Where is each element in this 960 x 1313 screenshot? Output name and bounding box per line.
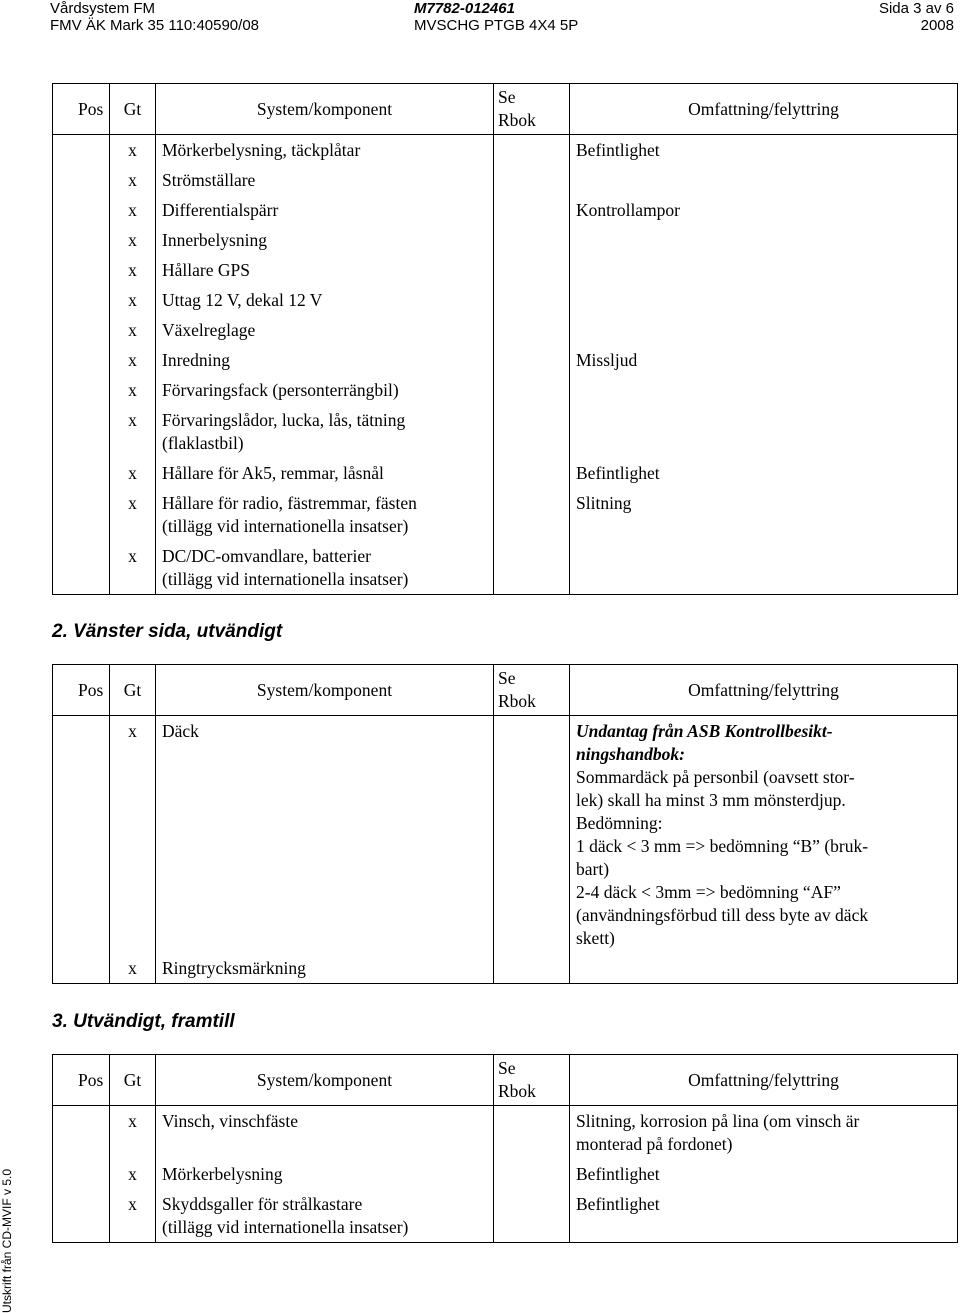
gt-cell: x [110, 1106, 156, 1160]
column-header-pos: Pos [53, 1055, 110, 1106]
system-line: Förvaringsfack (personterrängbil) [162, 380, 399, 400]
column-header-system: System/komponent [156, 665, 494, 716]
header-system-name: Vårdsystem FM [50, 0, 156, 17]
se-label: Se [498, 668, 516, 688]
pos-cell [53, 953, 110, 984]
scope-cell [570, 716, 958, 954]
pos-cell [53, 1106, 110, 1160]
header-document-number: M7782-012461 [414, 0, 515, 17]
system-line: Hållare GPS [162, 260, 250, 280]
rbok-label: Rbok [498, 1081, 536, 1101]
scope-line: Slitning [576, 493, 632, 513]
page-header [0, 0, 960, 40]
se-rbok-cell [494, 1106, 570, 1160]
table-row [53, 458, 958, 488]
se-rbok-cell [494, 135, 570, 166]
se-rbok-cell [494, 225, 570, 255]
table-row [53, 315, 958, 345]
system-line: Mörkerbelysning [162, 1164, 283, 1184]
scope-cell [570, 285, 958, 315]
system-cell [156, 458, 494, 488]
scope-line: Befintlighet [576, 463, 660, 483]
scope-line: 1 däck < 3 mm => bedömning “B” (bruk- [576, 836, 869, 856]
system-line: Mörkerbelysning, täckplåtar [162, 140, 361, 160]
column-header-system: System/komponent [156, 1055, 494, 1106]
table-row [53, 1189, 958, 1243]
table-header-row [53, 84, 958, 135]
gt-cell: x [110, 315, 156, 345]
column-header-se-rbok [494, 1055, 570, 1106]
table-row [53, 345, 958, 375]
column-header-system: System/komponent [156, 84, 494, 135]
system-line: Skyddsgaller för strålkastare [162, 1194, 363, 1214]
header-year: 2008 [920, 17, 954, 34]
se-rbok-cell [494, 1189, 570, 1243]
pos-cell [53, 165, 110, 195]
se-rbok-cell [494, 488, 570, 541]
table-row [53, 405, 958, 458]
system-cell [156, 375, 494, 405]
inspection-table-left-side [52, 664, 958, 984]
scope-cell [570, 458, 958, 488]
scope-line: 2-4 däck < 3mm => bedömning “AF” [576, 882, 841, 902]
table-row [53, 255, 958, 285]
pos-cell [53, 285, 110, 315]
scope-cell [570, 1106, 958, 1160]
column-header-scope: Omfattning/felyttring [570, 665, 958, 716]
system-line: Strömställare [162, 170, 256, 190]
scope-line: Bedömning: [576, 813, 663, 833]
system-cell [156, 1106, 494, 1160]
pos-cell [53, 255, 110, 285]
table-row [53, 1159, 958, 1189]
system-line: (flaklastbil) [162, 433, 244, 453]
gt-cell: x [110, 953, 156, 984]
gt-cell: x [110, 225, 156, 255]
gt-cell: x [110, 375, 156, 405]
system-line: DC/DC-omvandlare, batterier [162, 546, 371, 566]
system-cell [156, 285, 494, 315]
inspection-table-front [52, 1054, 958, 1243]
scope-line: lek) skall ha minst 3 mm mönsterdjup. [576, 790, 846, 810]
se-rbok-cell [494, 375, 570, 405]
system-line: Hållare för Ak5, remmar, låsnål [162, 463, 384, 483]
scope-cell [570, 1189, 958, 1243]
column-header-scope: Omfattning/felyttring [570, 84, 958, 135]
system-cell [156, 165, 494, 195]
system-cell [156, 315, 494, 345]
system-line: Differentialspärr [162, 200, 279, 220]
table-row [53, 488, 958, 541]
se-rbok-cell [494, 315, 570, 345]
system-cell [156, 1159, 494, 1189]
table-header-row [53, 1055, 958, 1106]
pos-cell [53, 541, 110, 595]
se-rbok-cell [494, 1159, 570, 1189]
header-page-number: Sida 3 av 6 [878, 0, 954, 17]
header-vehicle-code: MVSCHG PTGB 4X4 5P [414, 17, 579, 34]
column-header-gt: Gt [110, 84, 156, 135]
scope-cell [570, 255, 958, 285]
scope-cell [570, 165, 958, 195]
column-header-se-rbok [494, 665, 570, 716]
system-cell: Däck [156, 716, 494, 954]
scope-line: monterad på fordonet) [576, 1134, 733, 1154]
system-line: Hållare för radio, fästremmar, fästen [162, 493, 417, 513]
gt-cell: x [110, 458, 156, 488]
scope-cell [570, 135, 958, 166]
column-header-gt: Gt [110, 665, 156, 716]
system-cell [156, 1189, 494, 1243]
system-line: Inredning [162, 350, 231, 370]
scope-line: Befintlighet [576, 140, 660, 160]
scope-cell [570, 225, 958, 255]
exception-heading: Undantag från ASB Kontrollbesikt- [576, 721, 833, 741]
se-rbok-cell [494, 953, 570, 984]
se-rbok-cell [494, 458, 570, 488]
scope-cell [570, 315, 958, 345]
system-line: (tillägg vid internationella insatser) [162, 569, 409, 589]
scope-line: (användningsförbud till dess byte av däck [576, 905, 869, 925]
print-source-note: Utskrift från CD-MVIF v 5.0 [0, 1168, 14, 1313]
scope-line: skett) [576, 928, 615, 948]
system-cell [156, 345, 494, 375]
table-row [53, 165, 958, 195]
pos-cell [53, 345, 110, 375]
table-body [53, 1106, 958, 1243]
se-rbok-cell [494, 165, 570, 195]
system-line: Växelreglage [162, 320, 256, 340]
gt-cell: x [110, 255, 156, 285]
system-line: (tillägg vid internationella insatser) [162, 516, 409, 536]
scope-cell [570, 375, 958, 405]
header-document-ref: FMV ÄK Mark 35 110:40590/08 [50, 17, 260, 34]
pos-cell [53, 458, 110, 488]
gt-cell: x [110, 716, 156, 954]
column-header-pos: Pos [53, 665, 110, 716]
se-rbok-cell [494, 285, 570, 315]
column-header-se-rbok [494, 84, 570, 135]
system-line: (tillägg vid internationella insatser) [162, 1217, 409, 1237]
column-header-scope: Omfattning/felyttring [570, 1055, 958, 1106]
table-row [53, 285, 958, 315]
table-row [53, 953, 958, 984]
system-line: Uttag 12 V, dekal 12 V [162, 290, 323, 310]
scope-cell [570, 953, 958, 984]
system-line: Vinsch, vinschfäste [162, 1111, 299, 1131]
system-line: Innerbelysning [162, 230, 267, 250]
scope-line: Slitning, korrosion på lina (om vinsch är [576, 1111, 860, 1131]
table-header-row [53, 665, 958, 716]
gt-cell: x [110, 345, 156, 375]
column-header-pos: Pos [53, 84, 110, 135]
system-cell [156, 541, 494, 595]
system-cell [156, 225, 494, 255]
se-rbok-cell [494, 541, 570, 595]
rbok-label: Rbok [498, 110, 536, 130]
scope-cell [570, 1159, 958, 1189]
system-cell [156, 195, 494, 225]
pos-cell [53, 315, 110, 345]
gt-cell: x [110, 195, 156, 225]
gt-cell: x [110, 488, 156, 541]
scope-cell [570, 195, 958, 225]
table-body [53, 135, 958, 595]
scope-line: Sommardäck på personbil (oavsett stor- [576, 767, 855, 787]
scope-line: Kontrollampor [576, 200, 681, 220]
table-row [53, 541, 958, 595]
inspection-table-interior [52, 83, 958, 595]
system-cell: Ringtrycksmärkning [156, 953, 494, 984]
se-rbok-cell [494, 345, 570, 375]
se-rbok-cell [494, 195, 570, 225]
pos-cell [53, 405, 110, 458]
rbok-label: Rbok [498, 691, 536, 711]
table-row [53, 375, 958, 405]
se-rbok-cell [494, 716, 570, 954]
se-rbok-cell [494, 405, 570, 458]
scope-cell [570, 541, 958, 595]
pos-cell [53, 488, 110, 541]
gt-cell: x [110, 541, 156, 595]
scope-cell [570, 488, 958, 541]
scope-line: Befintlighet [576, 1164, 660, 1184]
pos-cell [53, 716, 110, 954]
system-line: Förvaringslådor, lucka, lås, tätning [162, 410, 406, 430]
scope-line: bart) [576, 859, 610, 879]
pos-cell [53, 195, 110, 225]
se-label: Se [498, 87, 516, 107]
scope-line: Missljud [576, 350, 638, 370]
column-header-gt: Gt [110, 1055, 156, 1106]
scope-cell [570, 405, 958, 458]
pos-cell [53, 135, 110, 166]
section-title-front: 3. Utvändigt, framtill [52, 1011, 235, 1032]
table-row [53, 195, 958, 225]
gt-cell: x [110, 135, 156, 166]
pos-cell [53, 375, 110, 405]
system-cell [156, 488, 494, 541]
pos-cell [53, 1159, 110, 1189]
system-cell [156, 255, 494, 285]
se-rbok-cell [494, 255, 570, 285]
gt-cell: x [110, 1189, 156, 1243]
se-label: Se [498, 1058, 516, 1078]
pos-cell [53, 225, 110, 255]
pos-cell [53, 1189, 110, 1243]
table-row [53, 1106, 958, 1160]
gt-cell: x [110, 405, 156, 458]
exception-heading-cont: ningshandbok: [576, 744, 685, 764]
gt-cell: x [110, 285, 156, 315]
table-row [53, 716, 958, 954]
table-row [53, 135, 958, 166]
section-title-left-side: 2. Vänster sida, utvändigt [52, 621, 283, 642]
table-row [53, 225, 958, 255]
system-cell [156, 135, 494, 166]
gt-cell: x [110, 1159, 156, 1189]
gt-cell: x [110, 165, 156, 195]
scope-line: Befintlighet [576, 1194, 660, 1214]
scope-cell [570, 345, 958, 375]
system-cell [156, 405, 494, 458]
